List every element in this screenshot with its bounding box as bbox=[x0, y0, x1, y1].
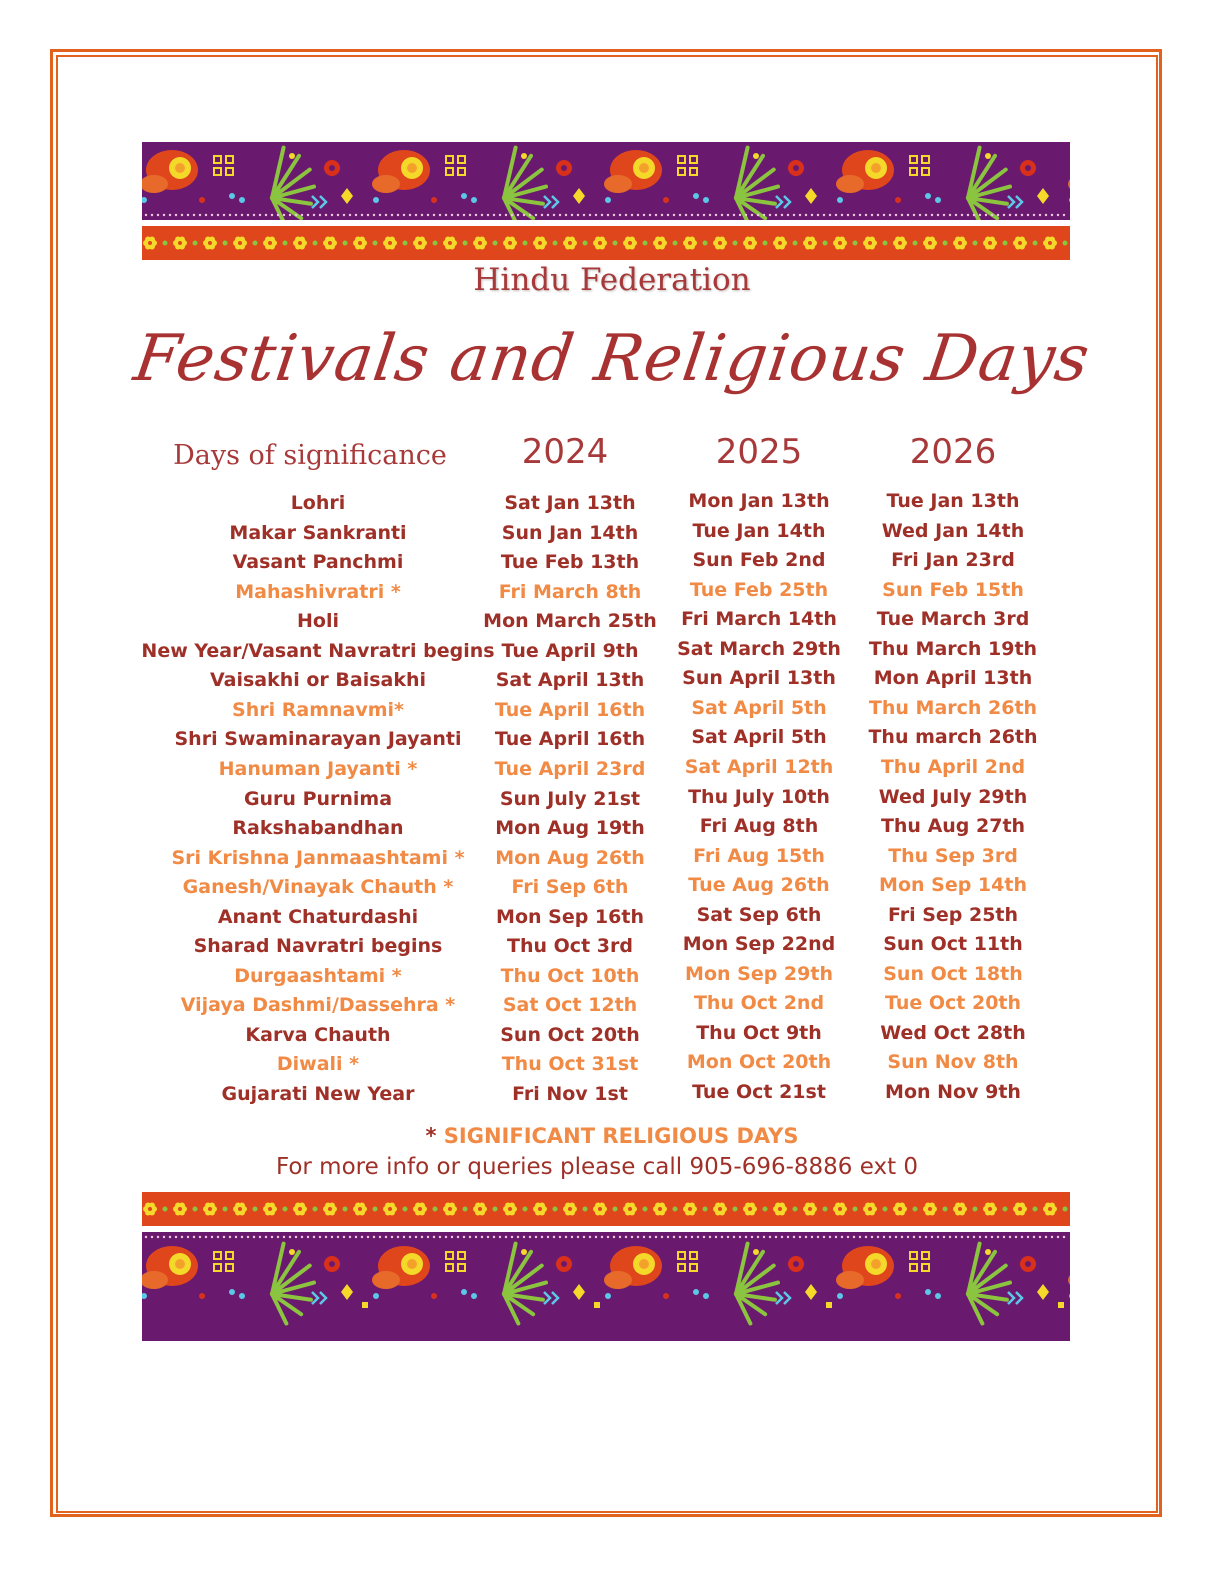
festival-date-2026: Wed July 29th bbox=[878, 785, 1028, 808]
festival-date-2026: Sun Oct 18th bbox=[883, 962, 1023, 985]
festival-date-2026: Tue Jan 13th bbox=[886, 490, 1020, 512]
festival-date-2025: Sun April 13th bbox=[682, 667, 836, 690]
festival-date-2024: Fri March 8th bbox=[498, 580, 642, 603]
festival-date-2026: Sun Feb 15th bbox=[882, 578, 1024, 601]
page-title: Festivals and Religious Days bbox=[129, 322, 1095, 396]
footnote-asterisk: * bbox=[425, 1124, 437, 1148]
festival-date-2026: Tue March 3rd bbox=[876, 608, 1030, 631]
festival-date-2024: Sat Jan 13th bbox=[504, 492, 636, 514]
column-header-2024: 2024 bbox=[521, 432, 609, 472]
festival-date-2025: Tue Aug 26th bbox=[688, 874, 830, 897]
festival-date-2026: Mon Sep 14th bbox=[879, 874, 1027, 897]
decorative-banner-top bbox=[142, 142, 1070, 260]
festival-name: Sharad Navratri begins bbox=[193, 935, 443, 958]
festival-name: Guru Purnima bbox=[243, 787, 393, 810]
organization-name: Hindu Federation bbox=[473, 262, 751, 298]
festival-date-2024: Tue April 16th bbox=[494, 698, 646, 721]
festival-date-2024: Tue April 9th bbox=[501, 639, 639, 662]
festival-date-2026: Sun Oct 11th bbox=[883, 933, 1023, 956]
festival-date-2026: Mon April 13th bbox=[873, 667, 1033, 690]
festival-name: Hanuman Jayanti * bbox=[218, 757, 418, 780]
festival-name: Mahashivratri * bbox=[235, 580, 401, 603]
festival-date-2026: Fri Sep 25th bbox=[887, 903, 1019, 926]
festival-date-2025: Thu Oct 9th bbox=[696, 1021, 822, 1044]
festival-name: Sri Krishna Janmaashtami * bbox=[171, 846, 465, 869]
festival-date-2025: Fri Aug 8th bbox=[699, 815, 819, 838]
festival-name: Gujarati New Year bbox=[221, 1083, 415, 1105]
festival-date-2026: Thu April 2nd bbox=[880, 755, 1026, 778]
festival-date-2025: Sun Feb 2nd bbox=[692, 549, 826, 572]
festival-date-2025: Tue Oct 21st bbox=[692, 1081, 826, 1103]
banner-pattern bbox=[142, 1192, 1070, 1341]
festival-date-2024: Fri Nov 1st bbox=[512, 1083, 628, 1105]
festival-name: Durgaashtami * bbox=[234, 964, 402, 987]
column-header-days: Days of significance bbox=[173, 440, 447, 471]
festival-name: Vijaya Dashmi/Dassehra * bbox=[180, 994, 456, 1017]
festival-date-2026: Sun Nov 8th bbox=[887, 1051, 1019, 1074]
festival-name: Vasant Panchmi bbox=[232, 551, 404, 574]
festival-name: Rakshabandhan bbox=[232, 817, 404, 840]
festival-date-2025: Mon Jan 13th bbox=[688, 490, 830, 512]
festival-date-2024: Sun July 21st bbox=[499, 787, 641, 810]
festival-date-2026: Tue Oct 20th bbox=[884, 992, 1022, 1015]
festival-date-2025: Fri Aug 15th bbox=[693, 844, 825, 867]
festival-date-2024: Sat April 13th bbox=[495, 669, 645, 692]
festival-name: Karva Chauth bbox=[245, 1023, 391, 1046]
festival-date-2025: Sat Sep 6th bbox=[696, 903, 822, 926]
festival-date-2024: Thu Oct 3rd bbox=[507, 935, 633, 958]
festival-date-2025: Fri March 14th bbox=[681, 608, 837, 631]
festival-date-2025: Mon Sep 22nd bbox=[682, 933, 836, 956]
festival-date-2024: Tue April 23rd bbox=[494, 757, 646, 780]
contact-info: For more info or queries please call 905-696-8886 ext 0 bbox=[275, 1154, 919, 1180]
banner-pattern bbox=[142, 142, 1070, 260]
festival-date-2025: Thu July 10th bbox=[688, 785, 830, 808]
festival-date-2024: Thu Oct 31st bbox=[501, 1053, 639, 1076]
festival-date-2024: Mon Aug 19th bbox=[495, 817, 645, 840]
festival-name: Shri Swaminarayan Jayanti bbox=[174, 728, 462, 751]
festival-date-2024: Tue Feb 13th bbox=[500, 551, 640, 574]
festival-date-2024: Sat Oct 12th bbox=[502, 994, 638, 1017]
festival-date-2024: Sun Oct 20th bbox=[500, 1023, 640, 1046]
festival-date-2025: Sat April 5th bbox=[691, 726, 827, 749]
festival-date-2025: Thu Oct 2nd bbox=[693, 992, 825, 1015]
festival-date-2025: Mon Sep 29th bbox=[685, 962, 833, 985]
festival-date-2026: Thu march 26th bbox=[868, 726, 1038, 749]
festival-date-2026: Wed Oct 28th bbox=[880, 1021, 1026, 1044]
festival-date-2026: Fri Jan 23rd bbox=[891, 549, 1015, 572]
festival-name: Shri Ramnavmi* bbox=[232, 698, 404, 721]
festival-date-2024: Fri Sep 6th bbox=[511, 876, 629, 899]
festival-date-2025: Tue Feb 25th bbox=[689, 578, 829, 601]
festival-name: New Year/Vasant Navratri begins bbox=[141, 639, 495, 662]
festival-date-2026: Thu Sep 3rd bbox=[888, 844, 1018, 867]
festival-name: Makar Sankranti bbox=[229, 521, 407, 544]
festival-date-2025: Sat March 29th bbox=[677, 637, 841, 660]
festival-date-2026: Thu March 19th bbox=[868, 637, 1038, 660]
festival-date-2024: Thu Oct 10th bbox=[500, 964, 640, 987]
festival-date-2026: Wed Jan 14th bbox=[881, 519, 1025, 542]
festival-date-2024: Mon March 25th bbox=[483, 610, 657, 633]
festival-date-2026: Mon Nov 9th bbox=[885, 1081, 1021, 1103]
festival-date-2026: Thu March 26th bbox=[868, 696, 1038, 719]
festival-name: Vaisakhi or Baisakhi bbox=[209, 669, 427, 692]
column-header-2026: 2026 bbox=[909, 432, 997, 472]
festival-date-2025: Tue Jan 14th bbox=[692, 519, 826, 542]
festival-date-2025: Mon Oct 20th bbox=[686, 1051, 832, 1074]
festival-name: Lohri bbox=[290, 492, 346, 514]
festival-name: Holi bbox=[297, 610, 339, 633]
festival-date-2025: Sat April 5th bbox=[691, 696, 827, 719]
festival-name: Ganesh/Vinayak Chauth * bbox=[182, 876, 454, 899]
festival-name: Diwali * bbox=[276, 1053, 360, 1076]
footnote-text: SIGNIFICANT RELIGIOUS DAYS bbox=[443, 1124, 799, 1148]
festival-date-2026: Thu Aug 27th bbox=[880, 815, 1026, 838]
festival-name: Anant Chaturdashi bbox=[217, 905, 419, 928]
festival-date-2024: Sun Jan 14th bbox=[501, 521, 639, 544]
column-header-2025: 2025 bbox=[715, 432, 803, 472]
festival-date-2025: Sat April 12th bbox=[684, 755, 834, 778]
festival-date-2024: Mon Aug 26th bbox=[495, 846, 645, 869]
festival-date-2024: Mon Sep 16th bbox=[496, 905, 644, 928]
decorative-banner-bottom bbox=[142, 1192, 1070, 1341]
festival-date-2024: Tue April 16th bbox=[494, 728, 646, 751]
footnote bbox=[0, 1124, 1224, 1148]
